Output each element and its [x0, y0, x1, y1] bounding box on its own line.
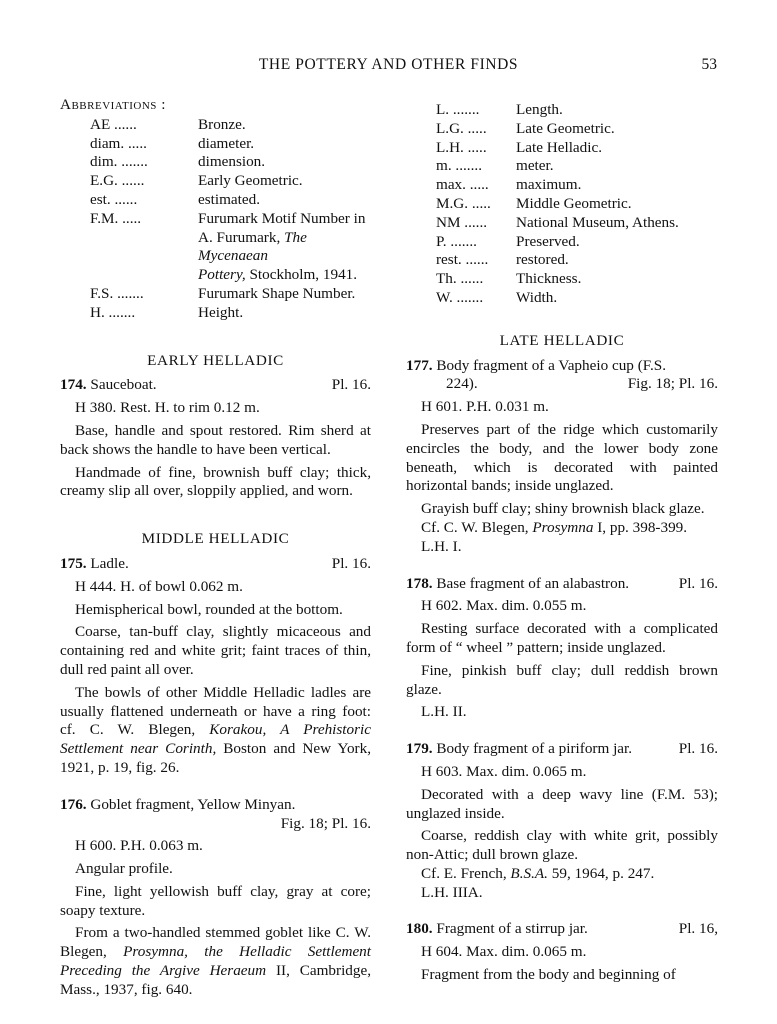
entry-heading — [60, 376, 371, 395]
abbr-key: Th. ...... — [436, 270, 484, 288]
abbr-key: W. ....... — [436, 288, 484, 306]
entry-number: 180. — [406, 920, 433, 938]
catalog-entry-177 — [406, 357, 718, 557]
text-run: Cf. E. French, — [421, 864, 507, 882]
abbr-value: dimension. — [198, 153, 266, 171]
entry-number: 175. — [60, 554, 87, 572]
plate-ref: Pl. 16. — [678, 574, 718, 592]
abbr-item — [60, 229, 371, 267]
abbr-item — [406, 120, 718, 139]
abbr-value: Preserved. — [516, 232, 580, 250]
entry-heading — [406, 920, 718, 939]
abbr-key: est. ...... — [90, 190, 138, 208]
period-label: L.H. I. — [421, 537, 462, 555]
abbr-item — [406, 176, 718, 195]
entry-heading — [60, 796, 371, 815]
abbr-item — [60, 191, 371, 210]
plate-ref: Pl. 16. — [678, 740, 718, 758]
abbr-item — [406, 101, 718, 120]
abbr-key: E.G. ...... — [90, 172, 145, 190]
abbr-item — [60, 285, 371, 304]
figure-ref: Fig. 18; Pl. 16. — [280, 814, 371, 832]
abbr-value — [198, 266, 371, 285]
entry-title-wrap — [60, 376, 157, 395]
entry-title-wrap — [406, 575, 629, 594]
abbr-value: Early Geometric. — [198, 172, 303, 190]
entry-title: Body fragment of a Vapheio cup (F.S. — [436, 356, 667, 374]
entry-inventory: H 604. Max. dim. 0.065 m. — [421, 943, 587, 961]
abbr-value: estimated. — [198, 190, 260, 208]
abbr-key: L.G. ..... — [436, 119, 487, 137]
abbr-value: Length. — [516, 101, 563, 118]
abbr-item — [60, 304, 371, 323]
abbr-key: max. ..... — [436, 176, 489, 194]
entry-heading — [60, 555, 371, 574]
abbr-item — [406, 251, 718, 270]
catalog-entry-179 — [406, 740, 718, 902]
entry-paragraph: Preserves part of the ridge which customarily encircles the body, and the lower body zone beneath, which is decorated with painted horizontal bands; inside unglazed. — [406, 420, 718, 495]
abbr-value: Thickness. — [516, 270, 582, 288]
section-heading-late: LATE HELLADIC — [499, 331, 625, 349]
abbr-value: Height. — [198, 303, 244, 321]
abbr-value: Late Helladic. — [516, 138, 603, 156]
entry-title-wrap — [60, 555, 129, 574]
text-run: 59, 1964, p. 247. — [551, 864, 655, 882]
catalog-entry-180 — [406, 920, 718, 984]
text-run: From a two-handled stemmed goblet like C. W. Blegen, — [60, 924, 371, 961]
entry-inventory: H 603. Max. dim. 0.065 m. — [421, 762, 587, 780]
abbr-item — [406, 270, 718, 289]
spacer — [406, 902, 718, 920]
entry-paragraph: Grayish buff clay; shiny brownish black glaze. — [421, 500, 705, 518]
text-run: Cf. C. W. Blegen, — [421, 518, 529, 536]
citation-title: Prosymna, the Helladic Settlement Preceding the Argive Heraeum — [60, 943, 371, 980]
abbr-key: dim. ....... — [90, 153, 148, 171]
entry-paragraph — [60, 924, 371, 999]
entry-paragraph: Angular profile. — [75, 860, 173, 878]
entry-inventory: H 601. P.H. 0.031 m. — [421, 398, 549, 416]
period-label: L.H. IIIA. — [421, 883, 483, 901]
entry-title-cont: 224). — [446, 375, 478, 393]
entry-title: Body fragment of a piriform jar. — [436, 740, 633, 758]
entry-inventory: H 600. P.H. 0.063 m. — [75, 837, 203, 855]
abbr-key: rest. ...... — [436, 251, 489, 269]
abbr-item — [60, 135, 371, 154]
abbr-value: restored. — [516, 251, 569, 269]
spacer — [60, 778, 371, 796]
abbr-value-italic: The Mycenaean — [198, 228, 307, 265]
entry-heading — [406, 357, 718, 376]
citation-title: Prosymna — [532, 518, 594, 536]
catalog-entry-178 — [406, 575, 718, 723]
text-run: I, pp. 398-399. — [597, 518, 688, 536]
abbr-key: NM ...... — [436, 213, 488, 231]
abbr-item — [60, 116, 371, 135]
entry-paragraph — [406, 519, 718, 538]
spacer — [406, 557, 718, 575]
catalog-entry-174 — [60, 376, 371, 501]
text-run: Boston and New York, 1921, p. 19, fig. 26. — [60, 740, 372, 776]
entry-heading — [406, 575, 718, 594]
abbr-item — [60, 153, 371, 172]
entry-title-wrap — [406, 920, 588, 939]
entry-paragraph: Resting surface decorated with a complicated form of “ wheel ” pattern; inside unglazed. — [406, 620, 718, 656]
entry-title: Fragment of a stirrup jar. — [436, 920, 588, 938]
catalog-entry-176 — [60, 796, 371, 1000]
entry-title: Sauceboat. — [90, 376, 157, 394]
abbr-item — [406, 157, 718, 176]
abbr-value: diameter. — [198, 134, 255, 152]
abbr-key: L.H. ..... — [436, 138, 487, 156]
abbr-key: H. ....... — [90, 303, 136, 321]
abbr-value — [198, 229, 371, 267]
figure-ref: Fig. 18; Pl. 16. — [627, 375, 718, 393]
abbr-value: maximum. — [516, 176, 582, 194]
entry-title: Base fragment of an alabastron. — [436, 574, 630, 592]
abbreviations-list-left — [60, 116, 371, 323]
left-column — [60, 96, 371, 1000]
abbr-key: P. ....... — [436, 232, 477, 250]
citation-title: Korakou, A Prehistoric Settlement near Corinth, — [60, 721, 371, 758]
abbr-value: Width. — [516, 288, 558, 306]
entry-number: 178. — [406, 574, 433, 592]
plate-ref: Pl. 16. — [331, 554, 371, 572]
page-number: 53 — [701, 56, 717, 73]
entry-title-wrap — [406, 740, 632, 759]
page-header — [60, 56, 717, 78]
abbr-key: L. ....... — [436, 101, 480, 118]
abbr-item — [60, 210, 371, 229]
entry-paragraph: Fragment from the body and beginning of — [421, 966, 676, 984]
entry-paragraph: Hemispherical bowl, rounded at the bottom. — [75, 600, 343, 618]
text-run: The bowls of other Middle Helladic ladles are usually flattened underneath or have a ring foot: cf. C. W. Blegen, — [60, 683, 371, 739]
citation-title: B.S.A. — [510, 864, 548, 882]
entry-paragraph: Coarse, reddish clay with white grit, possibly non-Attic; dull brown glaze. — [406, 827, 718, 864]
entry-number: 176. — [60, 795, 87, 813]
abbr-key — [90, 266, 198, 285]
abbr-value: Furumark Shape Number. — [198, 284, 356, 302]
abbreviations-list-right — [406, 101, 718, 308]
abbr-key — [90, 229, 198, 267]
right-column — [406, 96, 718, 985]
abbr-value: Late Geometric. — [516, 119, 615, 137]
section-heading-early: EARLY HELLADIC — [147, 351, 284, 369]
entry-paragraph: Coarse, tan-buff clay, slightly micaceous and containing red and white grit; faint traces of thin, dull red paint all over. — [60, 623, 371, 678]
entry-paragraph: Base, handle and spout restored. Rim sherd at back shows the handle to have been vertical. — [60, 421, 371, 458]
entry-number: 177. — [406, 356, 433, 374]
abbr-item — [406, 289, 718, 308]
entry-heading — [406, 740, 718, 759]
abbr-value: Middle Geometric. — [516, 194, 632, 212]
running-title: THE POTTERY AND OTHER FINDS — [258, 56, 519, 73]
abbr-value-text: Stockholm, 1941. — [249, 266, 358, 284]
abbr-item — [60, 266, 371, 285]
abbr-value-text: A. Furumark, — [198, 228, 281, 246]
abbr-item — [406, 233, 718, 252]
abbr-value: National Museum, Athens. — [516, 213, 679, 231]
plate-ref: Pl. 16. — [331, 376, 371, 394]
plate-ref: Pl. 16, — [678, 920, 718, 938]
abbr-item — [406, 214, 718, 233]
abbr-item — [406, 139, 718, 158]
entry-paragraph — [406, 865, 718, 884]
section-heading-middle: MIDDLE HELLADIC — [141, 530, 290, 548]
entry-title: Goblet fragment, Yellow Minyan. — [90, 795, 296, 813]
spacer — [406, 722, 718, 740]
abbr-value-italic: Pottery, — [198, 266, 246, 284]
entry-paragraph: Fine, pinkish buff clay; dull reddish brown glaze. — [406, 661, 718, 698]
abbr-value: meter. — [516, 157, 554, 175]
abbr-value: Bronze. — [198, 115, 246, 133]
entry-paragraph: Decorated with a deep wavy line (F.M. 53); unglazed inside. — [406, 785, 718, 822]
abbreviations-heading: Abbreviations : — [60, 96, 166, 113]
entry-inventory: H 444. H. of bowl 0.062 m. — [75, 577, 243, 595]
entry-paragraph — [60, 684, 371, 778]
entry-inventory: H 380. Rest. H. to rim 0.12 m. — [75, 399, 260, 417]
abbr-key: F.M. ..... — [90, 209, 142, 227]
entry-title: Ladle. — [90, 554, 129, 572]
abbr-key: m. ....... — [436, 157, 482, 175]
entry-inventory: H 602. Max. dim. 0.055 m. — [421, 597, 587, 615]
entry-number: 179. — [406, 740, 433, 758]
abbr-item — [406, 195, 718, 214]
abbr-key: AE ...... — [90, 115, 137, 133]
entry-heading-cont — [406, 375, 718, 394]
abbr-item — [60, 172, 371, 191]
abbr-value: Furumark Motif Number in — [198, 209, 366, 227]
period-label: L.H. II. — [421, 703, 467, 721]
abbr-key: diam. ..... — [90, 134, 147, 152]
text-run: II, Cambridge, Mass., 1937, fig. 640. — [60, 962, 372, 998]
entry-paragraph: Fine, light yellowish buff clay, gray at core; soapy texture. — [60, 882, 371, 919]
catalog-entry-175 — [60, 555, 371, 778]
abbr-key: F.S. ....... — [90, 284, 144, 302]
entry-paragraph: Handmade of fine, brownish buff clay; thick, creamy slip all over, sloppily applied, and worn. — [60, 463, 371, 500]
entry-number: 174. — [60, 376, 87, 394]
abbr-key: M.G. ..... — [436, 194, 491, 212]
